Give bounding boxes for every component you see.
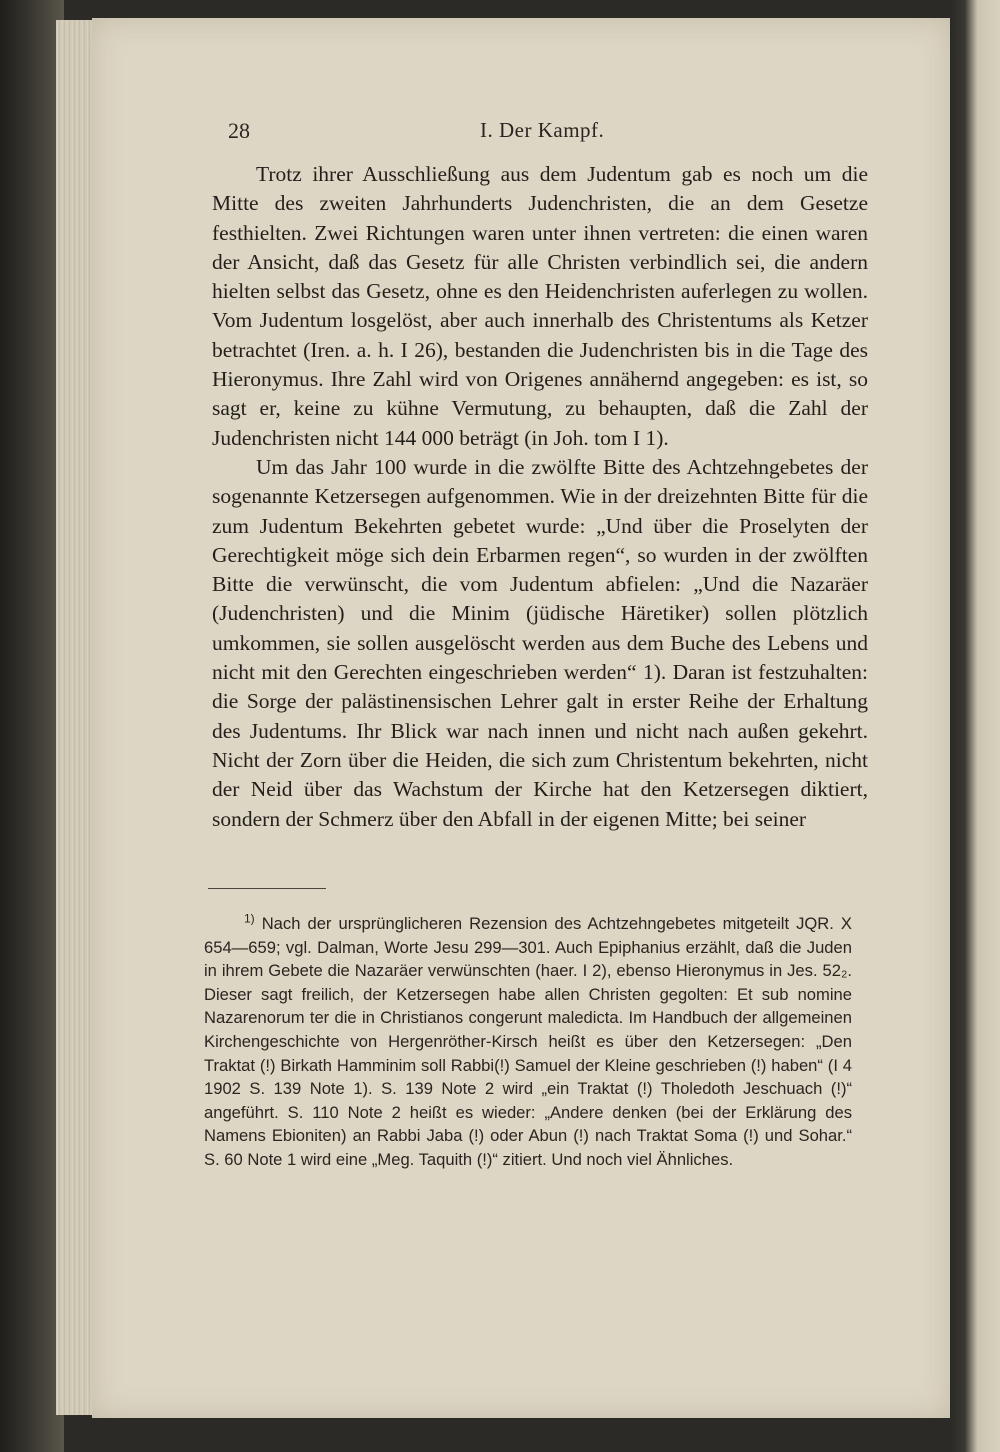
footnote-text: Nach der ursprünglicheren Rezension des Achtzehngebetes mitgeteilt JQR. X 654—659; vgl. Dalman, Worte Jesu 299—301. Auch Epiphanius erzählt, daß die Juden in ihrem Gebete die Nazaräer verwünschten (haer. I 2), ebenso Hieronymus in Jes. 52₂. Dieser sagt freilich, der Ketzersegen habe allen Christen gegolten: Et sub nomine Nazarenorum ter die in Christianos congerunt maledicta. Im Handbuch der allgemeinen Kirchengeschichte von Hergenröther-Kirsch heißt es über den Ketzersegen: „Den Traktat (!) Birkath Hamminim soll Rabbi(!) Samuel der Kleine geschrieben (!) haben“ (I 4 1902 S. 139 Note 1). S. 139 Note 2 wird „ein Traktat (!) Tholedoth Jeschuach (!)“ angeführt. S. 110 Note 2 heißt es wieder: „Andere denken (bei der Erklärung des Namens Ebioniten) an Rabbi Jaba (!) oder Abun (!) nach Traktat Soma (!) und Sohar.“ S. 60 Note 1 wird eine „Meg. Taquith (!)“ zitiert. Und noch viel Ähnliches.	[204, 914, 852, 1169]
footnote	[204, 912, 852, 1172]
facing-page-edge	[950, 0, 1000, 1452]
body-text	[212, 160, 868, 834]
footnote-marker: 1)	[244, 911, 255, 926]
footnote-paragraph	[204, 912, 852, 1172]
footnote-divider	[208, 888, 326, 889]
running-head: I. Der Kampf.	[480, 118, 605, 142]
paragraph: Um das Jahr 100 wurde in die zwölfte Bitte des Achtzehngebetes der sogenannte Ketzersegen aufgenommen. Wie in der dreizehnten Bitte für die zum Judentum Bekehrten gebetet wurde: „Und über die Proselyten der Gerechtigkeit möge sich dein Erbarmen regen“, so wurden in der zwölften Bitte die verwünscht, die vom Judentum abfielen: „Und die Nazaräer (Judenchristen) und die Minim (jüdische Häretiker) sollen plötzlich umkommen, sie sollen ausgelöscht werden aus dem Buche des Lebens und nicht mit den Gerechten eingeschrieben werden“ 1). Daran ist festzuhalten: die Sorge der palästinensischen Lehrer galt in erster Reihe der Erhaltung des Judentums. Ihr Blick war nach innen und nicht nach außen gekehrt. Nicht der Zorn über die Heiden, die sich zum Christentum bekehrten, nicht der Neid über das Wachstum der Kirche hat den Ketzersegen diktiert, sondern der Schmerz über den Abfall in der eigenen Mitte; bei seiner	[212, 454, 868, 831]
page-header	[228, 118, 868, 148]
page-number: 28	[228, 118, 250, 143]
page-stack-edge	[56, 20, 96, 1415]
book-binding-left	[0, 0, 64, 1452]
paragraph: Trotz ihrer Ausschließung aus dem Judentum gab es noch um die Mitte des zweiten Jahrhunderts Judenchristen, die an dem Gesetze festhielten. Zwei Richtungen waren unter ihnen vertreten: die einen waren der Ansicht, daß das Gesetz für alle Christen verbindlich sei, die andern hielten selbst das Gesetz, ohne es den Heidenchristen auferlegen zu wollen. Vom Judentum losgelöst, aber auch innerhalb des Christentums als Ketzer betrachtet (Iren. a. h. I 26), bestanden die Judenchristen bis in die Tage des Hieronymus. Ihre Zahl wird von Origenes annähernd angegeben: es ist, so sagt er, keine zu kühne Vermutung, zu behaupten, daß die Zahl der Judenchristen nicht 144 000 beträgt (in Joh. tom I 1).	[212, 162, 868, 450]
